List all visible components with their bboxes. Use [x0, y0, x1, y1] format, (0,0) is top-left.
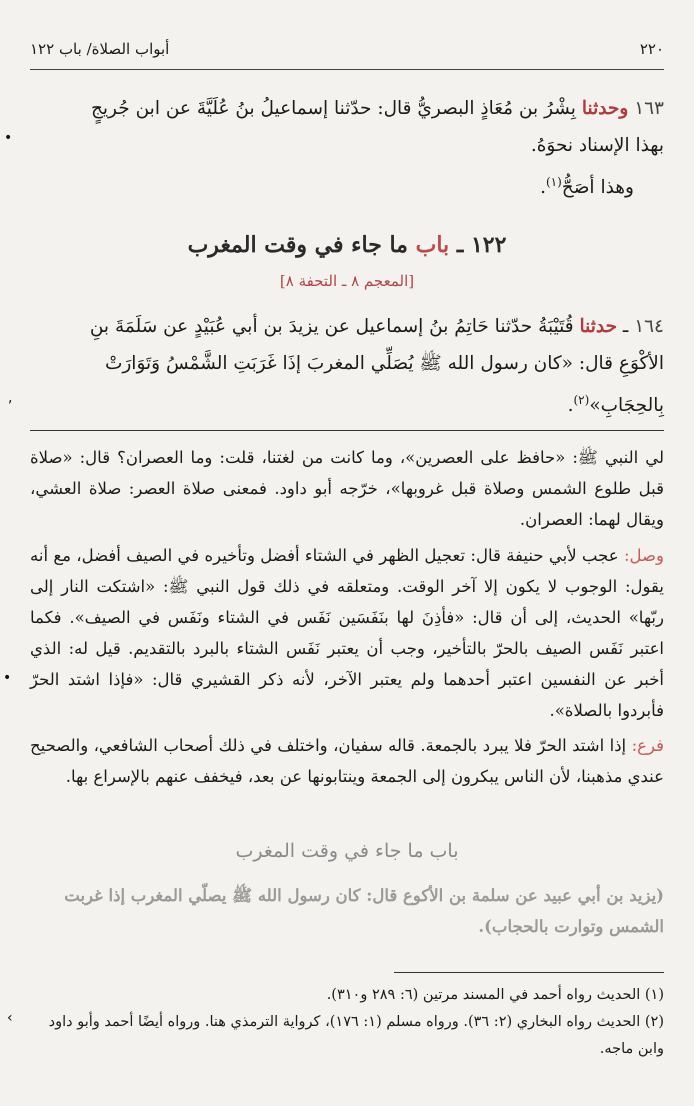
hadith-163-line1 [30, 90, 664, 127]
hadith-163-line2: بهذا الإسناد نحوَهُ. [530, 135, 664, 156]
hadith-164-line3: بِالحِجَابِ»$^{(٢)}$. [567, 393, 664, 417]
narration-keyword: وحدثنا [581, 98, 629, 119]
chapter-word: باب [415, 232, 450, 258]
hadith-164-line2: الأكْوَعِ قال: «كان رسول الله ﷺ يُصَلِّي المغربَ إذَا غَرَبَتِ الشَّمْسُ وَتَوَارَتْ [104, 353, 664, 374]
hadith-number: ١٦٤ [634, 316, 664, 337]
sub-chapter-title: باب ما جاء في وقت المغرب [235, 840, 459, 862]
narration-keyword: حدثنا [579, 316, 617, 337]
hadith-number: ١٦٣ [634, 98, 664, 119]
commentary-separator [30, 430, 664, 431]
margin-mark: • [3, 670, 12, 686]
margin-mark: • [4, 130, 13, 146]
footnote-ref: (٢) [573, 393, 590, 407]
hadith-163 [30, 90, 664, 206]
commentary-wasl [30, 540, 664, 726]
footnote-rule [394, 972, 664, 973]
chapter-reference: [المعجم ٨ ـ التحفة ٨] [279, 272, 415, 290]
hadith-text: بِشْرُ بن مُعَاذٍ البصريُّ قال: حدّثنا إسماعيلُ بنُ عُلَيَّةَ عن ابن جُريجٍ [90, 98, 576, 119]
chapter-heading: ١٢٢ ـ باب ما جاء في وقت المغرب [187, 232, 507, 258]
footnotes [30, 982, 664, 1063]
chapter-number: ١٢٢ [470, 232, 507, 258]
wasl-text: عجب لأبي حنيفة قال: تعجيل الظهر في الشتاء أفضل وتأخيره في الصيف أفضل، مع أنه يقول: الوجوب لا يكون إلا آخر الوقت. ومتعلقه في ذلك قول النبي ﷺ: «اشتكت النار إلى ربّها» الحديث، إلى أن قال: «فأذِنَ لها بنَفَسَين نَفَس في الشتاء ونَفَس في الصيف». فكما اعتبر نَفَس الصيف بالحرّ بالتأخير، وجب أن يعتبر نَفَس الشتاء بالبرد بالتقديم. قيل له: الذي أخبر عن النفسين اعتبر أحدهما ولم يعتبر الآخر، لأنه ذكر القشيري قال: «فإذا اشتد الحرّ فأبردوا بالصلاة». [30, 546, 664, 720]
far-label: فرع: [631, 736, 665, 755]
hadith-text: قُتَيْبَةُ حدّثنا حَاتِمُ بنُ إسماعيل عن يزيدَ بن أبي عُبَيْدٍ عن سَلَمَةَ بنِ [89, 316, 574, 337]
chapter-title: ما جاء في وقت المغرب [187, 232, 408, 258]
footnote-ref: (١) [545, 175, 562, 189]
page-number: ٢٢٠ [639, 40, 664, 58]
hadith-163-remark: وهذا أصَحُّ$^{(١)}$. [540, 175, 634, 199]
hadith-164 [30, 308, 664, 424]
header-rule [30, 69, 664, 70]
margin-mark: ‹ [7, 1010, 13, 1026]
running-title: أبواب الصلاة/ باب ١٢٢ [30, 40, 170, 58]
commentary-far [30, 730, 664, 792]
footnote-2: (٢) الحديث رواه البخاري (٢: ٣٦). ورواه مسلم (١: ١٧٦)، كرواية الترمذي هنا. ورواه أيضًا أحمد وأبو داود وابن ماجه. [48, 1014, 664, 1057]
sub-chapter-text: (يزيد بن أبي عبيد عن سلمة بن الأكوع قال: كان رسول الله ﷺ يصلّي المغرب إذا غربت الشمس وتوارت بالحجاب). [64, 886, 664, 936]
commentary-paragraph-1: لي النبي ﷺ: «حافظ على العصرين»، وما كانت من لغتنا، قلت: وما العصران؟ قال: «صلاة قبل طلوع الشمس وصلاة قبل غروبها»، خرّجه أبو داود. فمعنى صلاة العصر: صلاة العشي، ويقال لهما: العصران. [30, 448, 664, 529]
page-header [30, 38, 664, 64]
far-text: إذا اشتد الحرّ فلا يبرد بالجمعة. قاله سفيان، واختلف في ذلك أصحاب الشافعي، والصحيح عندي مذهبنا، لأن الناس يبكرون إلى الجمعة وينتابونها عن بعد، فيخفف عنهم بالإسراع بها. [30, 736, 664, 786]
margin-mark: , [8, 390, 13, 406]
wasl-label: وصل: [623, 546, 665, 565]
footnote-1: (١) الحديث رواه أحمد في المسند مرتين (٦: ٢٨٩ و٣١٠). [326, 987, 664, 1003]
hadith-164-line1: ١٦٤ ـ حدثنا قُتَيْبَةُ حدّثنا حَاتِمُ بنُ إسماعيل عن يزيدَ بن أبي عُبَيْدٍ عن سَلَمَةَ بنِ [89, 316, 664, 337]
